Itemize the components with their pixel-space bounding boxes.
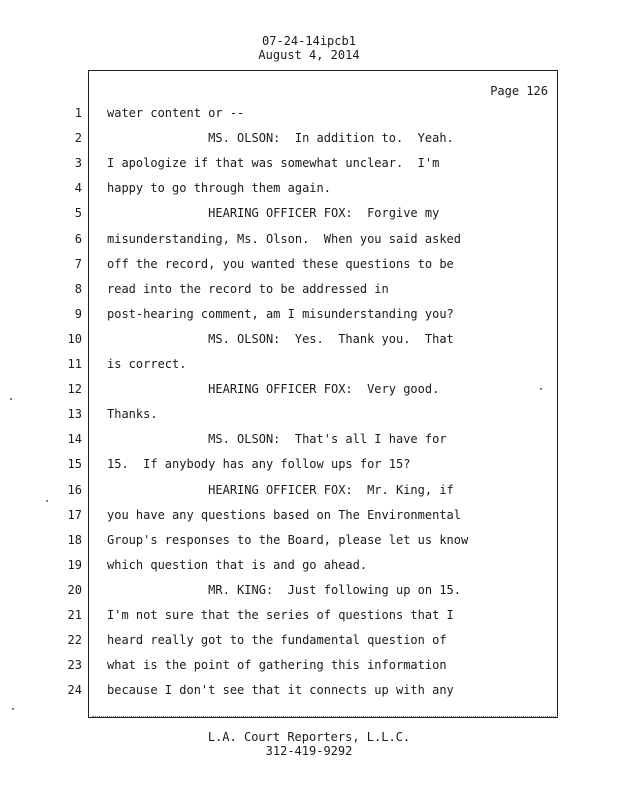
line-text: is correct. [107,357,187,371]
line-number: 1 [74,106,82,120]
line-text: MS. OLSON: In addition to. Yeah. [107,131,454,146]
document-id: 07-24-14ipcb1 [262,34,356,48]
transcript-line [0,257,600,282]
transcript-line [0,483,600,508]
transcript-line [0,357,600,382]
frame-bottom-rule [92,716,558,719]
line-text: water content or -- [107,106,245,120]
line-text: I apologize if that was somewhat unclear. I'm [107,156,440,171]
line-number: 24 [67,683,82,698]
line-text: happy to go through them again. [107,181,331,196]
scan-speck [46,500,48,502]
reporter-name: L.A. Court Reporters, L.L.C. [207,730,411,744]
line-number: 20 [67,582,82,597]
line-text: heard really got to the fundamental question of [107,633,447,648]
line-text: MR. KING: Just following up on 15. [107,582,462,597]
line-number: 23 [67,658,82,673]
line-text: MS. OLSON: That's all I have for [107,432,447,447]
line-number: 14 [67,432,82,447]
transcript-line [0,683,600,708]
line-text: HEARING OFFICER FOX: Very good. [107,382,440,397]
line-number: 10 [67,331,82,346]
line-number: 3 [74,156,82,171]
transcript-line [0,307,600,332]
scan-speck [540,388,542,390]
scan-speck [12,708,14,710]
transcript-line [0,558,600,583]
line-text: misunderstanding, Ms. Olson. When you said asked [107,231,462,246]
page-number: Page 126 [490,84,548,98]
transcript-line [0,608,600,633]
transcript-line [0,407,600,432]
line-text: because I don't see that it connects up with any [107,683,454,698]
line-text: 15. If anybody has any follow ups for 15? [107,457,411,472]
transcript-line [0,206,600,231]
line-text: off the record, you wanted these questions to be [107,256,454,271]
line-number: 17 [67,507,82,522]
line-number: 4 [74,181,82,196]
line-text: HEARING OFFICER FOX: Forgive my [107,206,440,221]
line-number: 6 [74,231,82,246]
transcript-line [0,282,600,307]
line-text: what is the point of gathering this information [107,658,447,673]
line-text: I'm not sure that the series of questions that I [107,608,454,622]
transcript-line [0,181,600,206]
transcript-line [0,332,600,357]
transcript-line [0,232,600,257]
document-date: August 4, 2014 [258,48,360,62]
line-number: 2 [74,131,82,146]
line-text: Thanks. [107,407,158,422]
transcript-line [0,533,600,558]
line-number: 8 [74,281,82,296]
reporter-phone: 312-419-9292 [265,744,353,758]
line-text: HEARING OFFICER FOX: Mr. King, if [107,482,454,497]
line-text: Group's responses to the Board, please let us know [107,532,469,547]
transcript-line [0,633,600,658]
line-number: 15 [67,457,82,472]
line-text: you have any questions based on The Environmental [107,507,462,522]
scan-speck [10,398,12,400]
line-text: which question that is and go ahead. [107,557,368,572]
line-number: 16 [67,482,82,497]
line-number: 9 [74,306,82,321]
line-number: 11 [67,357,82,371]
transcript-line [0,382,600,407]
line-text: post-hearing comment, am I misunderstanding you? [107,306,454,321]
transcript-line [0,658,600,683]
line-text: MS. OLSON: Yes. Thank you. That [107,331,454,346]
line-number: 18 [67,532,82,547]
transcript-line [0,106,600,131]
transcript-line [0,457,600,482]
line-number: 13 [67,407,82,422]
transcript-line [0,131,600,156]
line-text: read into the record to be addressed in [107,281,389,296]
line-number: 21 [67,608,82,622]
line-number: 19 [67,557,82,572]
transcript-line [0,508,600,533]
line-number: 12 [67,382,82,397]
line-number: 5 [74,206,82,221]
line-number: 7 [74,256,82,271]
transcript-line [0,156,600,181]
transcript-line [0,583,600,608]
transcript-line [0,432,600,457]
line-number: 22 [67,633,82,648]
